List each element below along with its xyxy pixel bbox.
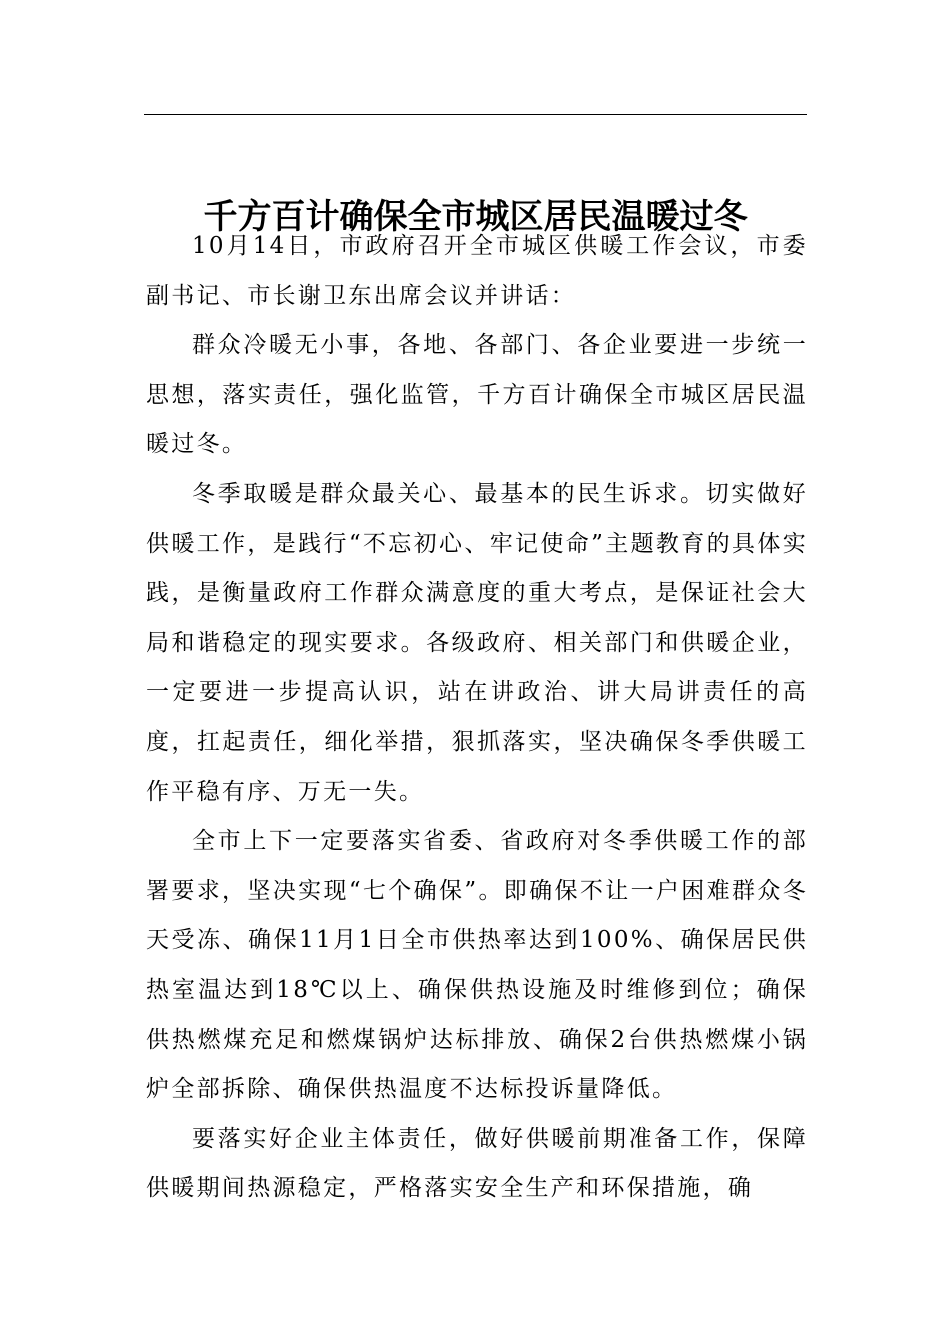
header-rule (144, 114, 807, 115)
paragraph-heating-importance: 冬季取暖是群众最关心、最基本的民生诉求。切实做好供暖工作，是践行“不忘初心、牢记使命”主题教育的具体实践，是衡量政府工作群众满意度的重大考点，是保证社会大局和谐稳定的现实要求。各级政府、相关部门和供暖企业，一定要进一步提高认识，站在讲政治、讲大局讲责任的高度，扛起责任，细化举措，狠抓落实，坚决确保冬季供暖工作平稳有序、万无一失。 (146, 480, 808, 805)
paragraph-core-message: 群众冷暖无小事，各地、各部门、各企业要进一步统一思想，落实责任，强化监管，千方百计确保全市城区居民温暖过冬。 (146, 332, 808, 458)
document-body (146, 222, 808, 1214)
paragraph-meeting-intro: 10月14日，市政府召开全市城区供暖工作会议，市委副书记、市长谢卫东出席会议并讲话： (146, 233, 808, 309)
document-title: 千方百计确保全市城区居民温暖过冬 (203, 196, 748, 237)
paragraph-enterprise-responsibility: 要落实好企业主体责任，做好供暖前期准备工作，保障供暖期间热源稳定，严格落实安全生产和环保措施，确 (146, 1125, 808, 1202)
paragraph-seven-ensures: 全市上下一定要落实省委、省政府对冬季供暖工作的部署要求，坚决实现“七个确保”。即确保不让一户困难群众冬天受冻、确保11月1日全市供热率达到100%、确保居民供热室温达到18℃以上、确保供热设施及时维修到位；确保供热燃煤充足和燃煤锅炉达标排放、确保2台供热燃煤小锅炉全部拆除、确保供热温度不达标投诉量降低。 (146, 828, 808, 1103)
